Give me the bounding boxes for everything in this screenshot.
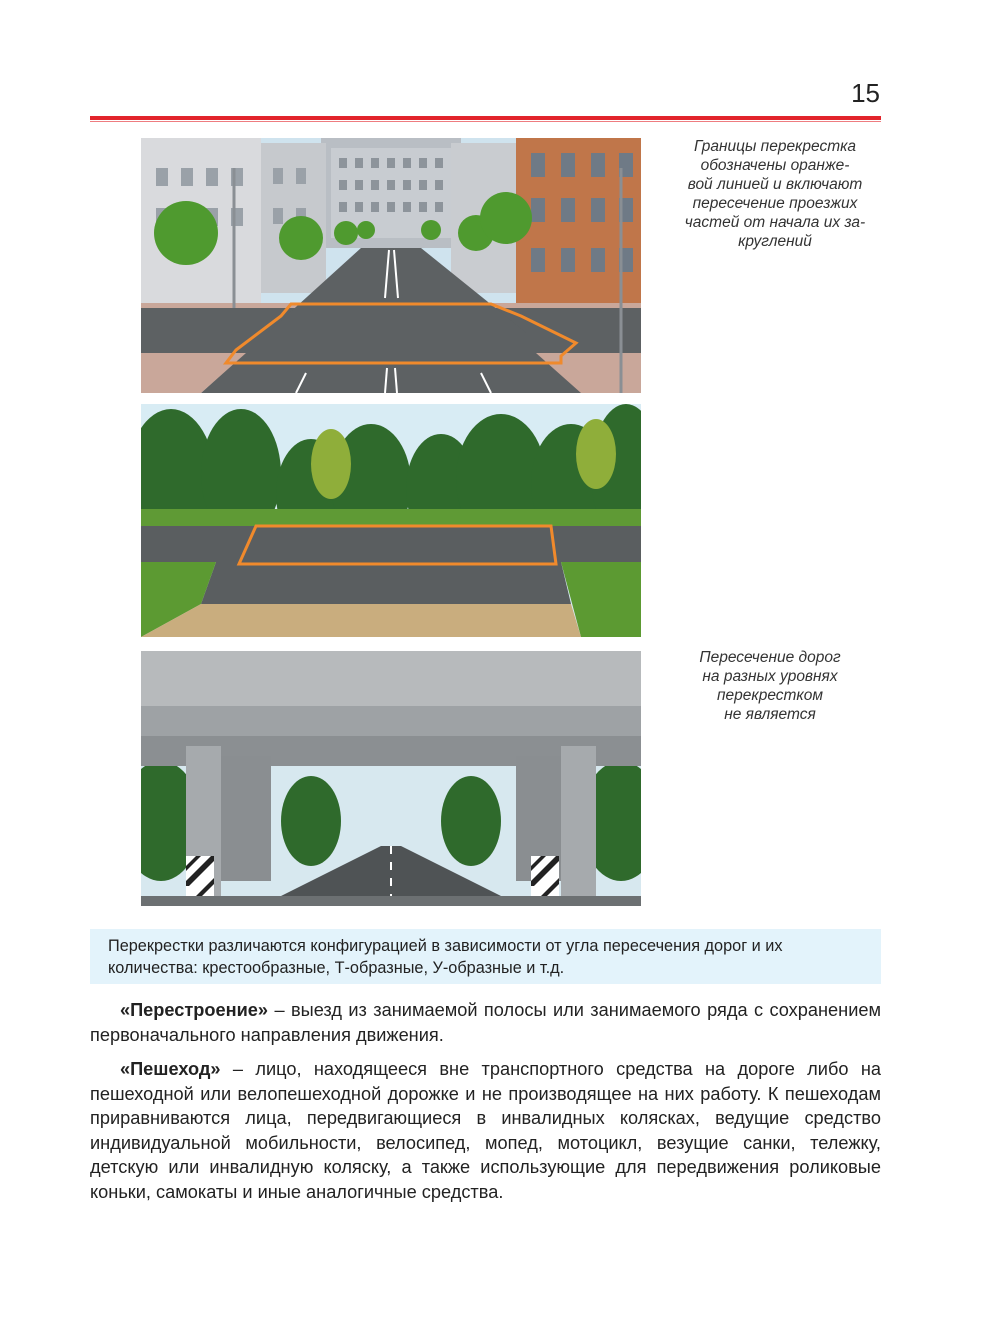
grade-separation-caption: Пересечение дорог на разных уровнях перекрестком не является (699, 649, 841, 723)
info-note (90, 929, 881, 984)
definition-lane-change (90, 998, 881, 1047)
info-note-text: Перекрестки различаются конфигурацией в зависимости от угла пересечения дорог и их количества: крестообразные, Т-образные, У-образные и т.д. (108, 937, 783, 977)
definition-pedestrian-text: – лицо, находящееся вне транспортного средства на дороге либо на пешеходной или велопешеходной дорожке и не производящее на них работу. К пешеходам приравниваются лица, передвигающиеся в инвалидных колясках, ведущие средство индивидуальной мобильности, велосипед, мопед, мотоцикл, везущие санки, тележку, детскую или инвалидную коляску, а также использующие для передвижения роликовые коньки, самокаты и иные аналогичные средства. (90, 1059, 881, 1202)
city-intersection-illustration (141, 138, 641, 393)
definition-pedestrian (90, 1057, 881, 1204)
header-rule (90, 116, 881, 120)
page-number: 15 (851, 78, 880, 108)
header-rule-thin (90, 121, 881, 122)
t-intersection-illustration (141, 404, 641, 637)
term-pedestrian: «Пешеход» (120, 1059, 221, 1079)
intersection-bounds-caption: Границы перекрестка обозначены оранже- вой линией и включают пересечение проезжих частей от начала их за- круглений (684, 138, 866, 250)
overpass-illustration (141, 651, 641, 906)
definition-lane-change-text: – выезд из занимаемой полосы или занимаемого ряда с сохранением первоначального направления движения. (90, 1000, 881, 1045)
term-lane-change: «Перестроение» (120, 1000, 269, 1020)
